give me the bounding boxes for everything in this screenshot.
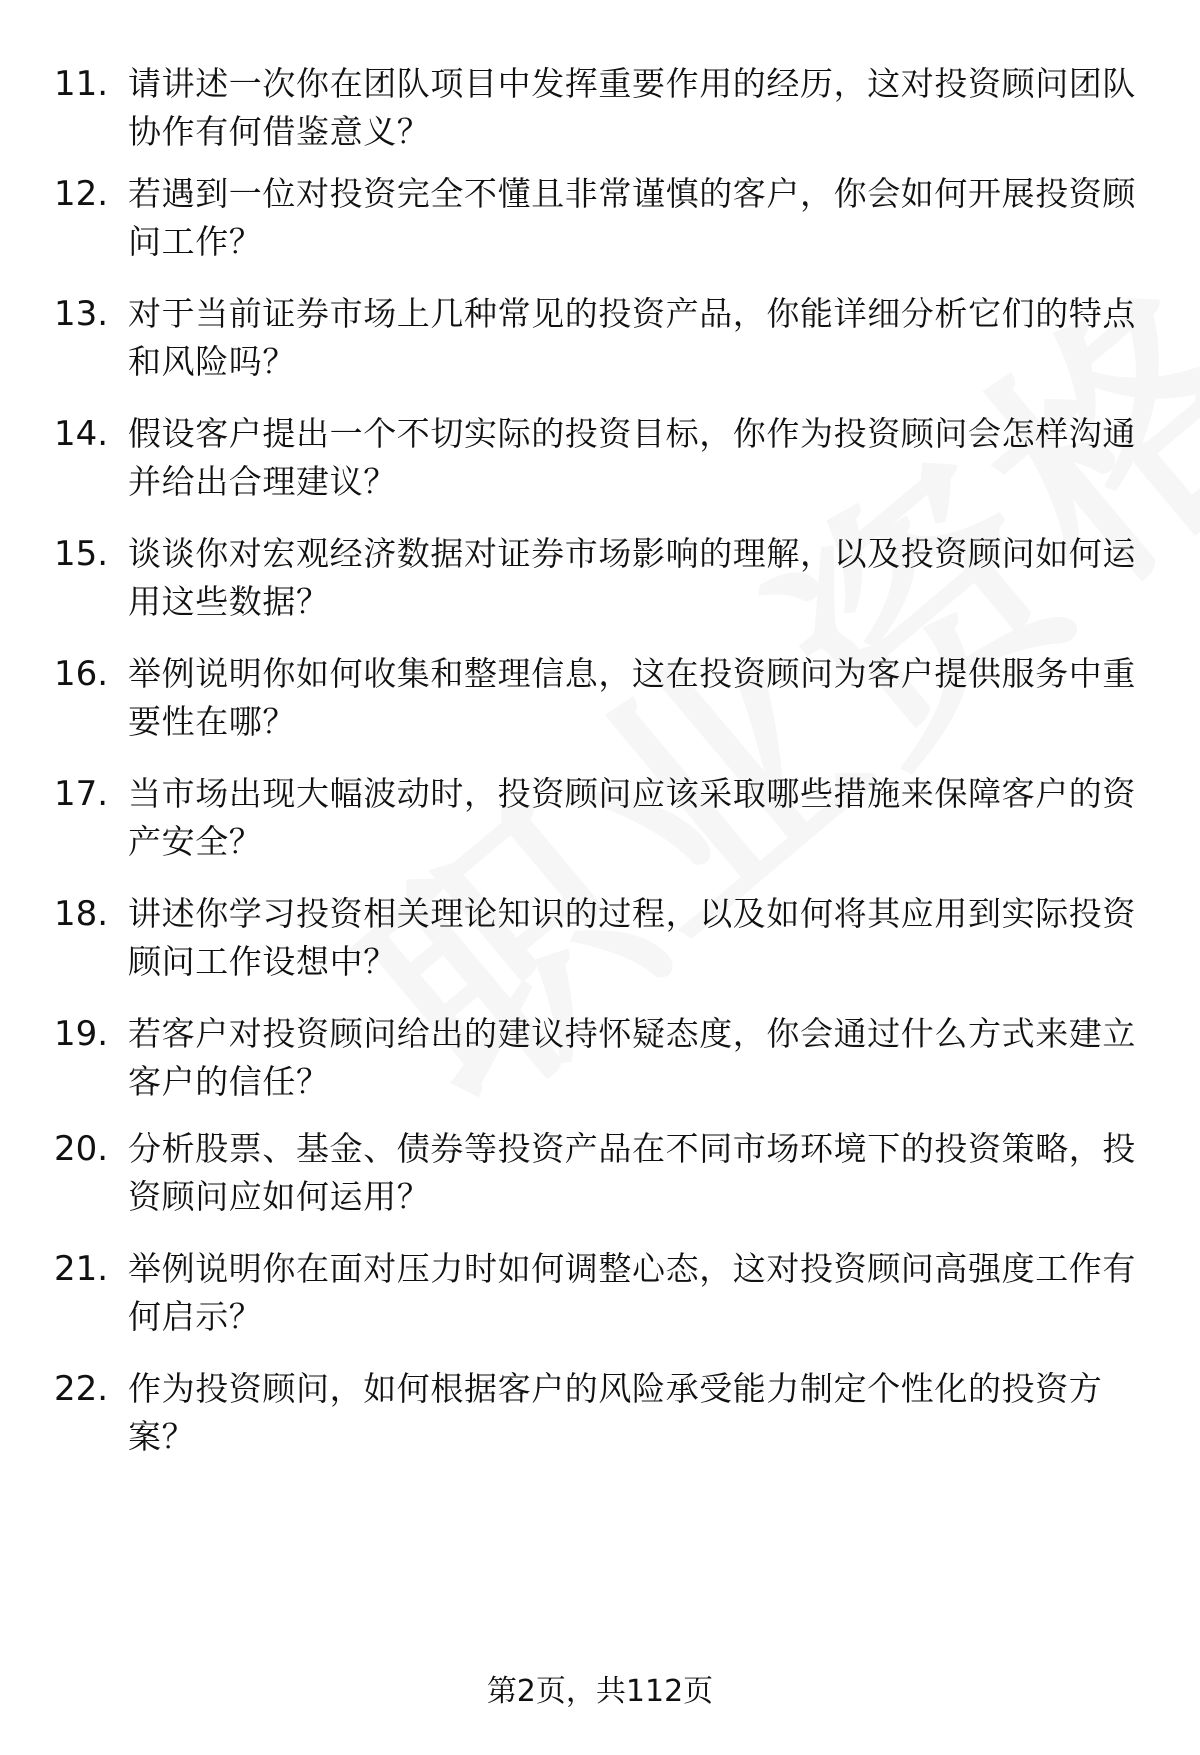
question-number: 22. bbox=[54, 1369, 109, 1409]
list-item bbox=[0, 410, 1200, 520]
question-number: 13. bbox=[54, 294, 109, 334]
question-number: 14. bbox=[54, 414, 109, 454]
list-item bbox=[0, 1365, 1200, 1475]
question-number: 15. bbox=[54, 534, 109, 574]
question-number: 20. bbox=[54, 1129, 109, 1169]
list-item bbox=[0, 290, 1200, 400]
list-item bbox=[0, 530, 1200, 640]
question-text: 讲述你学习投资相关理论知识的过程，以及如何将其应用到实际投资顾问工作设想中？ bbox=[128, 894, 1136, 981]
question-number: 21. bbox=[54, 1249, 109, 1289]
list-item bbox=[0, 650, 1200, 760]
list-item bbox=[0, 1125, 1200, 1235]
question-text: 若遇到一位对投资完全不懂且非常谨慎的客户，你会如何开展投资顾问工作？ bbox=[128, 174, 1136, 261]
page-indicator: 第2页，共112页 bbox=[486, 1674, 714, 1709]
question-text: 举例说明你在面对压力时如何调整心态，这对投资顾问高强度工作有何启示？ bbox=[128, 1249, 1136, 1336]
list-item bbox=[0, 890, 1200, 1000]
question-text: 对于当前证券市场上几种常见的投资产品，你能详细分析它们的特点和风险吗？ bbox=[128, 294, 1136, 381]
list-item bbox=[0, 770, 1200, 880]
question-text: 若客户对投资顾问给出的建议持怀疑态度，你会通过什么方式来建立客户的信任？ bbox=[128, 1014, 1136, 1101]
list-item bbox=[0, 1245, 1200, 1355]
list-item bbox=[0, 170, 1200, 280]
question-text: 举例说明你如何收集和整理信息，这在投资顾问为客户提供服务中重要性在哪？ bbox=[128, 654, 1136, 741]
question-number: 16. bbox=[54, 654, 109, 694]
question-text: 作为投资顾问，如何根据客户的风险承受能力制定个性化的投资方案？ bbox=[128, 1369, 1103, 1456]
question-number: 17. bbox=[54, 774, 109, 814]
page-footer bbox=[0, 1670, 1200, 1714]
question-number: 12. bbox=[54, 174, 109, 214]
question-text: 谈谈你对宏观经济数据对证券市场影响的理解，以及投资顾问如何运用这些数据？ bbox=[128, 534, 1136, 621]
question-text: 假设客户提出一个不切实际的投资目标，你作为投资顾问会怎样沟通并给出合理建议？ bbox=[128, 414, 1136, 501]
question-number: 19. bbox=[54, 1014, 109, 1054]
list-item bbox=[0, 60, 1200, 170]
list-item bbox=[0, 1010, 1200, 1120]
question-text: 当市场出现大幅波动时，投资顾问应该采取哪些措施来保障客户的资产安全？ bbox=[128, 774, 1136, 861]
question-text: 请讲述一次你在团队项目中发挥重要作用的经历，这对投资顾问团队协作有何借鉴意义？ bbox=[128, 64, 1136, 151]
question-number: 18. bbox=[54, 894, 109, 934]
question-number: 11. bbox=[54, 64, 109, 104]
question-text: 分析股票、基金、债券等投资产品在不同市场环境下的投资策略，投资顾问应如何运用？ bbox=[128, 1129, 1136, 1216]
